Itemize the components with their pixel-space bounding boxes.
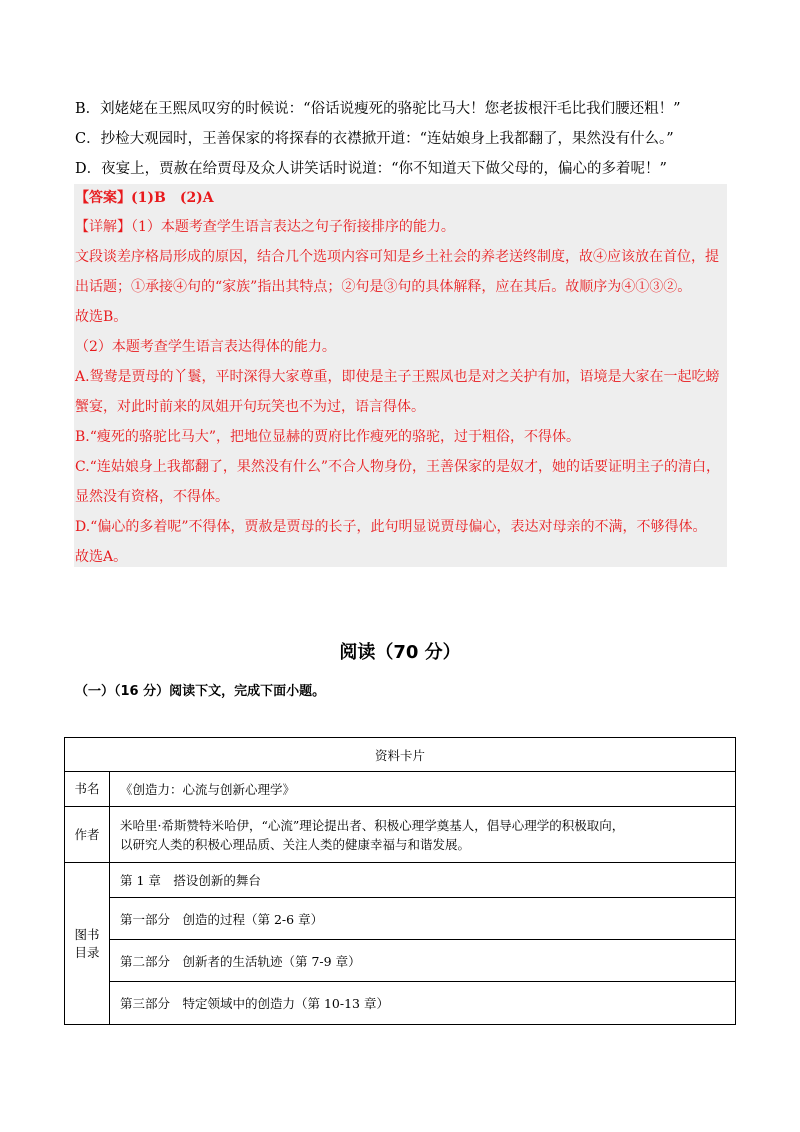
answer-detail-line: A.鸳鸯是贾母的丫鬟，平时深得大家尊重，即使是主子王熙凤也是对之关护有加，语境是大家在一起吃螃 [75, 369, 720, 385]
author-line: 米哈里·希斯赞特米哈伊，“心流”理论提出者、积极心理学奠基人，倡导心理学的积极取向， [120, 817, 625, 833]
toc-label [65, 863, 110, 1025]
answer-detail-line: 故选B。 [75, 309, 128, 325]
option-b: B．刘姥姥在王熙凤叹穷的时候说：“俗话说瘦死的骆驼比马大！您老拔根汗毛比我们腰还粗！” [75, 101, 681, 117]
book-label: 书名 [65, 772, 110, 807]
answer-detail-line: D.“偏心的多着呢”不得体，贾赦是贾母的长子，此句明显说贾母偏心，表达对母亲的不满，不够得体。 [75, 519, 707, 535]
subquestion-heading: （一）（16 分）阅读下文，完成下面小题。 [75, 684, 326, 699]
answer-detail-line: （2）本题考查学生语言表达得体的能力。 [75, 339, 336, 355]
answer-detail-line: 出话题；①承接④句的“家族”指出其特点；②句是③句的具体解释，应在其后。故顺序为④①③②。 [75, 279, 692, 295]
answer-detail-line: 【详解】（1）本题考查学生语言表达之句子衔接排序的能力。 [75, 219, 455, 235]
option-c: C．抄检大观园时，王善保家的将探春的衣襟掀开道：“连姑娘身上我都翻了，果然没有什么。” [75, 131, 674, 147]
answer-detail-line: 文段谈差序格局形成的原因，结合几个选项内容可知是乡土社会的养老送终制度，故④应该放在首位，提 [75, 249, 719, 265]
toc-item: 第二部分 创新者的生活轨迹（第 7-9 章） [110, 940, 736, 982]
toc-item: 第一部分 创造的过程（第 2-6 章） [110, 898, 736, 940]
answer-detail-line: 蟹宴，对此时前来的凤姐开句玩笑也不为过，语言得体。 [75, 399, 425, 415]
answer-detail-line: B.“瘦死的骆驼比马大”，把地位显赫的贾府比作瘦死的骆驼，过于粗俗，不得体。 [75, 429, 581, 445]
toc-item: 第三部分 特定领域中的创造力（第 10-13 章） [110, 982, 736, 1025]
option-d: D．夜宴上，贾赦在给贾母及众人讲笑话时说道：“你不知道天下做父母的，偏心的多着呢！” [75, 161, 667, 177]
answer-detail-line: 故选A。 [75, 549, 128, 565]
card-title: 资料卡片 [65, 738, 736, 772]
answer-key: 【答案】(1)B (2)A [75, 190, 214, 206]
toc-item: 第 1 章 搭设创新的舞台 [110, 863, 736, 898]
answer-detail-line: 显然没有资格，不得体。 [75, 489, 229, 505]
answer-detail-line: C.“连姑娘身上我都翻了，果然没有什么”不合人物身份，王善保家的是奴才，她的话要证明主子的清白， [75, 459, 720, 475]
info-card-table [64, 737, 736, 1025]
toc-label-line: 目录 [74, 944, 100, 960]
author-label: 作者 [65, 807, 110, 863]
book-title: 《创造力：心流与创新心理学》 [110, 772, 736, 807]
toc-label-line: 图书 [74, 926, 100, 942]
author-description [110, 807, 736, 863]
author-line: 以研究人类的积极心理品质、关注人类的健康幸福与和谐发展。 [120, 836, 471, 852]
section-title: 阅读（70 分） [339, 642, 461, 663]
